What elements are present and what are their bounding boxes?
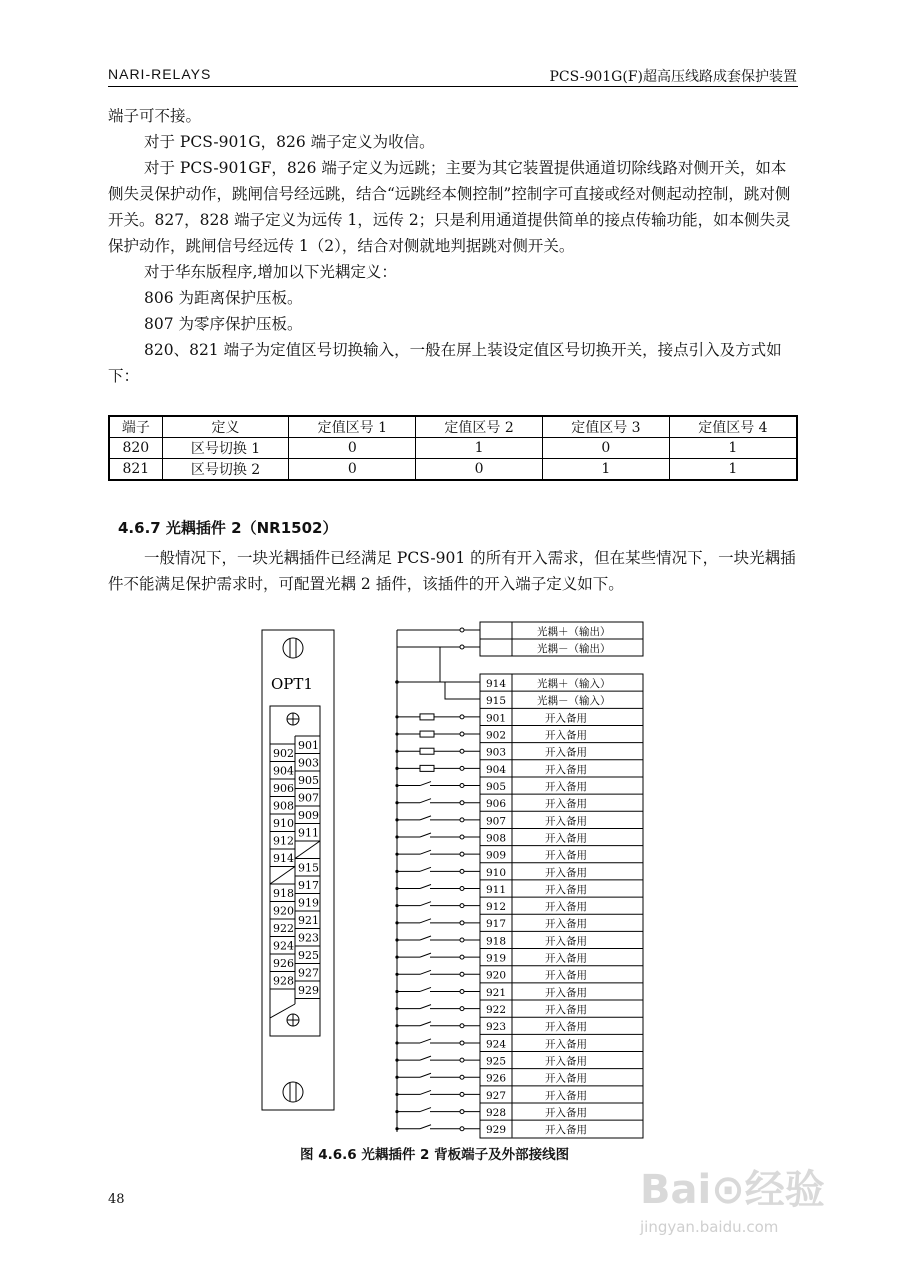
watermark-logo: Bai⊙经验: [640, 1167, 825, 1213]
table-cell: 1: [543, 459, 670, 481]
terminal-def-label: 开入备用: [545, 763, 587, 776]
paragraph: 820、821 端子为定值区号切换输入，一般在屏上装设定值区号切换开关，接点引入及方式如下：: [108, 341, 782, 385]
paragraph: 806 为距离保护压板。: [144, 289, 303, 307]
junction-dot: [395, 938, 398, 941]
terminal-number: 907: [486, 815, 507, 828]
terminal-number: 906: [486, 798, 507, 811]
terminal-def-label: 开入备用: [545, 746, 587, 759]
terminal-def-label: 开入备用: [545, 798, 587, 811]
board-terminal-label: 928: [273, 974, 294, 988]
pressure-plate-icon: [420, 731, 434, 737]
terminal-def-label: 开入备用: [545, 1072, 587, 1085]
table-cell: 0: [289, 459, 416, 481]
terminal-def-label: 开入备用: [545, 935, 587, 948]
terminal-number: 901: [486, 712, 507, 725]
board-terminal-label: 927: [298, 966, 319, 980]
terminal-point: [460, 835, 464, 839]
external-wiring: [395, 628, 480, 1132]
terminal-number: 914: [486, 678, 507, 690]
terminal-def-label: 开入备用: [545, 969, 587, 982]
terminal-def-label: 光耦＋（输入）: [537, 678, 611, 690]
board-terminal-label: 925: [298, 949, 319, 962]
terminal-def-label: 开入备用: [545, 1038, 587, 1051]
terminal-grid: [270, 736, 320, 1018]
header-right: PCS-901G(F)超高压线路成套保护装置: [549, 69, 797, 85]
table-header-cell: 定值区号 3: [543, 416, 670, 438]
terminal-number: 924: [486, 1038, 507, 1051]
junction-dot: [395, 715, 398, 718]
terminal-point: [460, 766, 464, 770]
table-header-cell: 定值区号 1: [289, 416, 416, 438]
board-terminal-label: 910: [273, 817, 294, 830]
junction-dot: [395, 1127, 398, 1130]
terminal-def-label: 开入备用: [545, 866, 587, 879]
board-terminal-label: 914: [273, 852, 294, 865]
terminal-def-label: 开入备用: [545, 986, 587, 999]
terminal-number: 905: [486, 780, 507, 793]
junction-dot: [395, 990, 398, 993]
junction-dot: [395, 870, 398, 873]
junction-dot: [395, 818, 398, 821]
terminal-point: [460, 989, 464, 993]
table-header-cell: 定义: [162, 416, 289, 438]
terminal-point: [460, 818, 464, 822]
terminal-def-label: 开入备用: [545, 901, 587, 914]
table-cell: 区号切换 2: [162, 459, 289, 481]
terminal-point: [460, 904, 464, 908]
board-terminal-label: 908: [273, 799, 294, 813]
terminal-number: 918: [486, 935, 507, 948]
terminal-point: [460, 1092, 464, 1096]
terminal-point: [460, 1110, 464, 1114]
terminal-def-label: 开入备用: [545, 849, 587, 862]
table-cell: 1: [669, 438, 797, 459]
terminal-number: 904: [486, 763, 507, 776]
terminal-def-label: 开入备用: [545, 918, 587, 931]
terminal-rows: [480, 622, 643, 1137]
connector-mount-top-icon: [287, 713, 299, 725]
board-terminal-label: 909: [298, 809, 319, 822]
section-title: 4.6.7 光耦插件 2（NR1502）: [118, 519, 338, 537]
table-cell: 820: [109, 438, 162, 459]
board-title: OPT1: [271, 675, 313, 693]
terminal-point: [460, 645, 464, 649]
board-terminal-label: 905: [298, 774, 319, 787]
table-cell: 0: [543, 438, 670, 459]
section-text: 一般情况下，一块光耦插件已经满足 PCS-901 的所有开入需求，但在某些情况下，一块光耦插件不能满足保护需求时，可配置光耦 2 插件，该插件的开入端子定义如下。: [108, 549, 796, 593]
table-header-cell: 定值区号 4: [669, 416, 797, 438]
junction-dot: [395, 1041, 398, 1044]
terminal-number: 927: [486, 1089, 507, 1102]
connector-mount-bottom-icon: [287, 1014, 299, 1026]
terminal-def-label: 光耦－（输入）: [537, 695, 611, 708]
watermark-url: jingyan.baidu.com: [640, 1218, 779, 1236]
terminal-point: [460, 1058, 464, 1062]
terminal-number: 910: [486, 866, 507, 879]
page-number: 48: [108, 1192, 125, 1207]
terminal-def-label: 开入备用: [545, 780, 587, 793]
terminal-number: 917: [486, 918, 507, 931]
terminal-point: [460, 921, 464, 925]
terminal-point: [460, 852, 464, 856]
gap-diagonal: [295, 841, 320, 859]
board-terminal-label: 922: [273, 922, 294, 935]
table-cell: 0: [416, 459, 543, 481]
loop-wire: [440, 647, 480, 682]
junction-dot: [395, 1059, 398, 1062]
paragraph: 对于 PCS-901G，826 端子定义为收信。: [144, 133, 435, 151]
terminal-point: [460, 955, 464, 959]
terminal-number: 922: [486, 1004, 507, 1017]
terminal-def-label: 开入备用: [545, 815, 587, 828]
junction-dot: [395, 921, 398, 924]
board-terminal-label: 917: [298, 879, 319, 892]
terminal-number: 908: [486, 832, 507, 845]
junction-dot: [395, 1024, 398, 1027]
terminal-number: 926: [486, 1072, 507, 1085]
terminal-number: 919: [486, 952, 507, 965]
terminal-point: [460, 749, 464, 753]
junction-dot: [395, 750, 398, 753]
terminal-number: 902: [486, 729, 507, 742]
board-terminal-label: 919: [298, 896, 319, 910]
table-cell: 0: [289, 438, 416, 459]
junction-dot: [395, 904, 398, 907]
table-header-cell: 端子: [109, 416, 162, 438]
junction-dot: [395, 784, 398, 787]
junction-dot: [395, 887, 398, 890]
table-header-cell: 定值区号 2: [416, 416, 543, 438]
terminal-point: [460, 715, 464, 719]
junction-dot: [395, 973, 398, 976]
table-cell: 1: [669, 459, 797, 481]
terminal-number: 923: [486, 1021, 507, 1034]
terminal-def-label: 开入备用: [545, 1089, 587, 1102]
terminal-number: 928: [486, 1107, 507, 1119]
junction-dot: [395, 1007, 398, 1010]
board-screw-top: [283, 638, 303, 658]
junction-dot: [395, 1076, 398, 1079]
junction-dot: [395, 1093, 398, 1096]
terminal-number: 903: [486, 746, 507, 759]
board-terminal-label: 918: [273, 887, 294, 900]
terminal-def-label: 开入备用: [545, 832, 587, 845]
terminal-def-label: 开入备用: [545, 952, 587, 965]
header-left: NARI-RELAYS: [108, 66, 212, 82]
board-terminal-label: 907: [298, 791, 319, 805]
table-cell: 821: [109, 459, 162, 481]
terminal-point: [460, 1041, 464, 1045]
terminal-def-label: 开入备用: [545, 1107, 587, 1119]
board-terminal-label: 926: [273, 957, 294, 970]
junction-dot: [395, 956, 398, 959]
terminal-number: 911: [486, 883, 507, 896]
paragraph: 对于 PCS-901GF，826 端子定义为远跳；主要为其它装置提供通道切除线路对侧开关，如本侧失灵保护动作，跳闸信号经远跳，结合“远跳经本侧控制”控制字可直接或经对侧起动控制，跳对侧开关。827，828 端子定义为远传 1，远传 2；只是利用通道提供简单的接点传输功能，如本侧失灵保护动作，跳闸信号经远传 1（2），结合对侧就地判据跳对侧开关。: [108, 159, 791, 255]
terminal-number: 921: [486, 986, 507, 999]
gap-diagonal: [270, 867, 295, 885]
junction-dot: [395, 1110, 398, 1113]
gap-diagonal: [270, 1004, 295, 1018]
table-cell: 区号切换 1: [162, 438, 289, 459]
board-terminal-label: 902: [273, 747, 294, 760]
junction-dot: [395, 801, 398, 804]
terminal-def-label: 开入备用: [545, 1021, 587, 1034]
terminal-point: [460, 972, 464, 976]
terminal-point: [460, 1007, 464, 1011]
board-terminal-label: 924: [273, 939, 294, 953]
board-terminal-label: 923: [298, 931, 319, 945]
terminal-point: [460, 938, 464, 942]
junction-dot: [395, 680, 399, 684]
terminal-number: 915: [486, 695, 507, 708]
paragraph: 对于华东版程序,增加以下光耦定义：: [144, 263, 397, 281]
terminal-def-label: 光耦＋（输出）: [537, 626, 611, 638]
terminal-def-label: 开入备用: [545, 729, 587, 742]
paragraph: 端子可不接。: [108, 107, 202, 125]
terminal-def-label: 开入备用: [545, 1124, 587, 1137]
board-terminal-label: 912: [273, 834, 294, 848]
terminal-point: [460, 1024, 464, 1028]
terminal-def-label: 光耦－（输出）: [537, 643, 611, 655]
board-terminal-label: 901: [298, 739, 319, 752]
board-terminal-label: 903: [298, 756, 319, 770]
terminal-point: [460, 628, 464, 632]
terminal-point: [460, 801, 464, 805]
terminal-point: [460, 1127, 464, 1131]
terminal-def-label: 开入备用: [545, 712, 587, 725]
terminal-number: 909: [486, 849, 507, 862]
terminal-point: [460, 732, 464, 736]
terminal-def-label: 开入备用: [545, 883, 587, 896]
board-terminal-label: 904: [273, 764, 294, 778]
paragraph: 807 为零序保护压板。: [144, 315, 303, 333]
table-cell: 1: [416, 438, 543, 459]
junction-dot: [395, 853, 398, 856]
junction-dot: [395, 835, 398, 838]
junction-dot: [395, 767, 398, 770]
board-terminal-label: 906: [273, 782, 294, 795]
terminal-point: [460, 1075, 464, 1079]
board-terminal-label: 920: [273, 904, 294, 918]
board-terminal-label: 921: [298, 914, 319, 927]
loop-wire: [445, 682, 480, 699]
pressure-plate-icon: [420, 765, 434, 771]
terminal-number: 920: [486, 969, 507, 982]
terminal-point: [460, 784, 464, 788]
board-screw-bottom: [283, 1082, 303, 1102]
junction-dot: [395, 732, 398, 735]
board-terminal-label: 911: [298, 826, 319, 840]
board-terminal-label: 915: [298, 861, 319, 875]
pressure-plate-icon: [420, 714, 434, 720]
figure-caption: 图 4.6.6 光耦插件 2 背板端子及外部接线图: [300, 1147, 570, 1163]
terminal-def-label: 开入备用: [545, 1004, 587, 1017]
terminal-point: [460, 869, 464, 873]
pressure-plate-icon: [420, 748, 434, 754]
terminal-number: 929: [486, 1124, 507, 1137]
board-terminal-label: 929: [298, 984, 319, 997]
terminal-def-label: 开入备用: [545, 1055, 587, 1068]
terminal-number: 925: [486, 1055, 507, 1068]
terminal-number: 912: [486, 901, 507, 914]
terminal-point: [460, 887, 464, 891]
